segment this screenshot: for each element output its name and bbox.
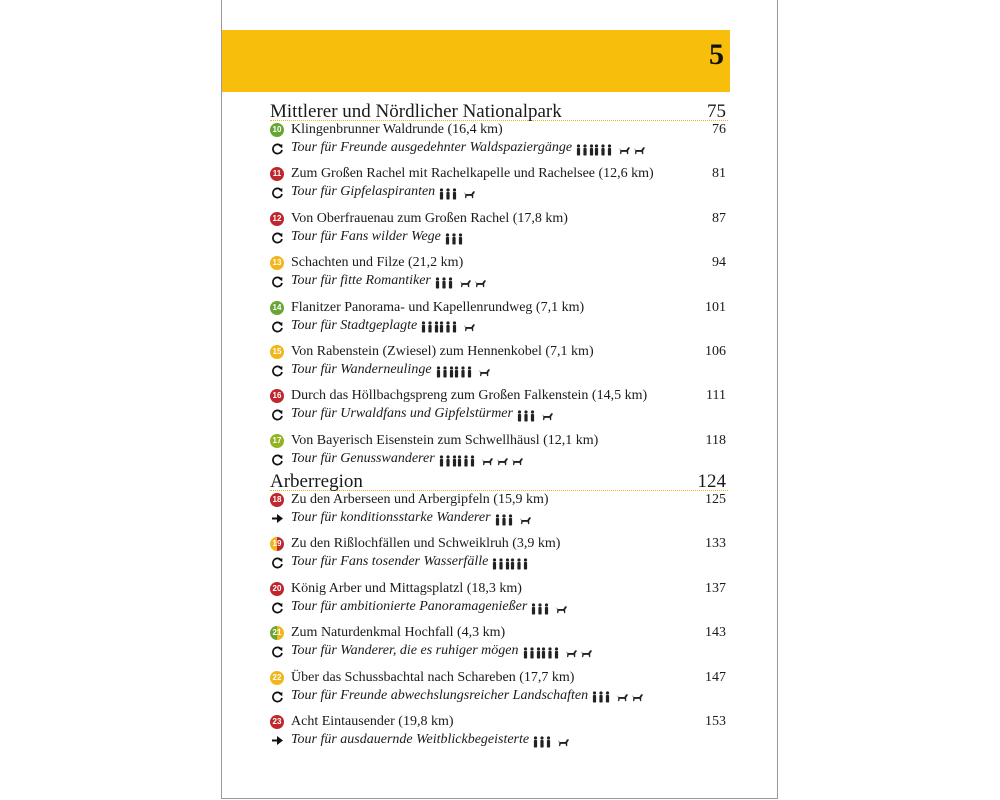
tour-description — [291, 688, 646, 706]
toc-entry[interactable] — [270, 625, 728, 661]
tour-number-badge: 21 — [270, 626, 284, 640]
hiker-group-icon — [533, 734, 551, 749]
tour-description — [291, 362, 493, 380]
toc-entry[interactable] — [270, 492, 728, 528]
tour-rating-icons — [531, 601, 570, 617]
tour-page-number: 143 — [705, 625, 726, 641]
entry-description-row — [270, 688, 728, 706]
dog-icon — [633, 142, 646, 157]
hiker-group-icon — [435, 275, 453, 290]
entry-title-row — [270, 625, 728, 643]
tour-description-text: Tour für Freunde abwechslungsreicher Landschaften — [291, 687, 589, 703]
entry-description-row — [270, 510, 728, 528]
hiker-group-icon — [541, 645, 559, 660]
toc-entry[interactable] — [270, 166, 728, 202]
tour-description — [291, 406, 556, 424]
loop-icon — [271, 320, 284, 333]
entry-description-row — [270, 554, 728, 572]
dog-icon — [496, 453, 509, 468]
tour-number-badge: 13 — [270, 256, 284, 270]
tour-page-number: 125 — [705, 492, 726, 507]
entry-title-row — [270, 211, 728, 229]
loop-icon — [271, 142, 284, 155]
entry-description-row — [270, 643, 728, 661]
tour-number-badge: 18 — [270, 493, 284, 507]
tour-description — [291, 451, 526, 469]
tour-description-text: Tour für Stadtgeplagte — [291, 317, 418, 333]
tour-number-badge: 20 — [270, 582, 284, 596]
toc-entry[interactable] — [270, 581, 728, 617]
tour-page-number: 118 — [705, 432, 726, 448]
tour-rating-icons — [436, 364, 493, 380]
tour-page-number: 106 — [705, 344, 726, 359]
loop-icon — [271, 645, 284, 658]
dog-icon — [511, 453, 524, 468]
tour-rating-icons — [523, 645, 595, 661]
loop-icon — [271, 408, 284, 421]
dog-icon — [463, 320, 476, 335]
tour-page-number: 111 — [706, 388, 726, 404]
tour-rating-icons — [533, 734, 572, 750]
dog-icon — [459, 275, 472, 290]
tour-number-badge: 10 — [270, 123, 284, 137]
loop-icon — [271, 364, 284, 377]
entry-title-row — [270, 670, 728, 688]
toc-entry[interactable] — [270, 433, 728, 469]
hiker-group-icon — [439, 186, 457, 201]
dog-icon — [555, 601, 568, 616]
entry-description-row — [270, 229, 728, 247]
tour-number-badge: 16 — [270, 389, 284, 403]
tour-title[interactable]: Schachten und Filze (21,2 km) — [291, 255, 464, 271]
chapter-banner — [222, 30, 730, 92]
tour-title[interactable]: Von Rabenstein (Zwiesel) zum Hennenkobel (7,1 km) — [291, 344, 594, 359]
hiker-group-icon — [421, 320, 439, 335]
dog-icon — [478, 364, 491, 379]
toc-entry[interactable] — [270, 255, 728, 291]
hiker-group-icon — [510, 556, 528, 571]
entry-description-row — [270, 273, 728, 291]
hiker-group-icon — [454, 364, 472, 379]
toc-entry[interactable] — [270, 714, 728, 750]
tour-number-badge: 23 — [270, 715, 284, 729]
loop-icon — [271, 601, 284, 614]
toc-entry[interactable] — [270, 300, 728, 336]
dog-icon — [580, 645, 593, 660]
entry-title-row — [270, 581, 728, 599]
entry-title-row — [270, 433, 728, 451]
entry-title-row — [270, 166, 728, 184]
tour-rating-icons — [492, 556, 528, 572]
tour-title[interactable]: Zum Naturdenkmal Hochfall (4,3 km) — [291, 625, 506, 641]
hiker-group-icon — [445, 231, 463, 246]
tour-title[interactable]: Über das Schussbachtal nach Schareben (17,7 km) — [291, 669, 575, 685]
entry-description-row — [270, 732, 728, 750]
tour-description-text: Tour für Wanderneulinge — [291, 362, 432, 377]
tour-description — [291, 184, 478, 202]
book-page — [221, 0, 778, 799]
loop-icon — [271, 231, 284, 244]
hiker-group-icon — [495, 512, 513, 527]
tour-page-number: 153 — [705, 714, 726, 729]
toc-entry[interactable] — [270, 122, 728, 158]
tour-title[interactable]: Zu den Arberseen und Arbergipfeln (15,9 km) — [291, 492, 549, 507]
tour-rating-icons — [517, 408, 556, 424]
dog-icon — [557, 734, 570, 749]
dog-icon — [519, 512, 532, 527]
hiker-group-icon — [439, 453, 457, 468]
section-title[interactable]: Arberregion — [270, 471, 363, 492]
tour-description-text: Tour für Wanderer, die es ruhiger mögen — [291, 643, 519, 659]
tour-description — [291, 229, 463, 247]
hiker-group-icon — [523, 645, 541, 660]
tour-page-number: 81 — [712, 166, 726, 182]
entry-title-row — [270, 255, 728, 273]
entry-description-row — [270, 451, 728, 469]
tour-number-badge: 11 — [270, 167, 284, 181]
hiker-group-icon — [439, 320, 457, 335]
entry-description-row — [270, 140, 728, 158]
tour-title[interactable]: Zu den Rißlochfällen und Schweiklruh (3,9 km) — [291, 536, 561, 552]
hiker-group-icon — [517, 408, 535, 423]
tour-rating-icons — [592, 690, 646, 706]
toc-entry[interactable] — [270, 344, 728, 380]
page-number: 5 — [709, 38, 724, 71]
tour-description-text: Tour für ausdauernde Weitblickbegeisterte — [291, 732, 530, 747]
entry-description-row — [270, 362, 728, 380]
tour-title[interactable]: Durch das Höllbachgspreng zum Großen Falkenstein (14,5 km) — [291, 388, 648, 404]
tour-rating-icons — [421, 320, 478, 336]
dog-icon — [541, 408, 554, 423]
tour-number-badge: 19 — [270, 537, 284, 551]
tour-title[interactable]: Acht Eintausender (19,8 km) — [291, 714, 454, 729]
tour-page-number: 101 — [705, 299, 726, 315]
dog-icon — [631, 690, 644, 705]
section-heading — [270, 100, 728, 121]
section-page-number: 124 — [697, 471, 726, 492]
tour-number-badge: 17 — [270, 434, 284, 448]
loop-icon — [271, 556, 284, 569]
loop-icon — [271, 275, 284, 288]
tour-page-number: 147 — [705, 669, 726, 685]
tour-description — [291, 599, 570, 617]
dog-icon — [474, 275, 487, 290]
loop-icon — [271, 186, 284, 199]
tour-description — [291, 510, 534, 528]
tour-rating-icons — [445, 231, 463, 247]
loop-icon — [271, 690, 284, 703]
toc-entry[interactable] — [270, 536, 728, 572]
hiker-group-icon — [492, 556, 510, 571]
hiker-group-icon — [594, 142, 612, 157]
entry-title-row — [270, 122, 728, 140]
tour-description-text: Tour für ambitionierte Panoramagenießer — [291, 598, 528, 614]
tour-page-number: 137 — [705, 580, 726, 596]
arrow-icon — [271, 512, 284, 525]
entry-description-row — [270, 184, 728, 202]
arrow-icon — [271, 734, 284, 747]
tour-description-text: Tour für Gipfelaspiranten — [291, 184, 436, 200]
tour-description-text: Tour für fitte Romantiker — [291, 273, 431, 289]
tour-title[interactable]: König Arber und Mittagsplatzl (18,3 km) — [291, 580, 522, 596]
entry-description-row — [270, 599, 728, 617]
toc-entry[interactable] — [270, 670, 728, 706]
tour-description-text: Tour für Fans wilder Wege — [291, 228, 441, 244]
entry-description-row — [270, 318, 728, 336]
tour-rating-icons — [439, 186, 478, 202]
section-title[interactable]: Mittlerer und Nördlicher Nationalpark — [270, 101, 562, 122]
tour-title[interactable]: Von Bayerisch Eisenstein zum Schwellhäusl (12,1 km) — [291, 432, 599, 448]
hiker-group-icon — [457, 453, 475, 468]
entry-title-row — [270, 388, 728, 406]
tour-number-badge: 22 — [270, 671, 284, 685]
hiker-group-icon — [531, 601, 549, 616]
entry-title-row — [270, 300, 728, 318]
tour-description — [291, 318, 478, 336]
tour-rating-icons — [495, 512, 534, 528]
hiker-group-icon — [576, 142, 594, 157]
tour-page-number: 94 — [712, 255, 726, 271]
section-page-number: 75 — [707, 101, 726, 122]
tour-title[interactable]: Zum Großen Rachel mit Rachelkapelle und Rachelsee (12,6 km) — [291, 166, 654, 182]
tour-description — [291, 273, 489, 291]
tour-title[interactable]: Klingenbrunner Waldrunde (16,4 km) — [291, 122, 503, 137]
tour-title[interactable]: Flanitzer Panorama- und Kapellenrundweg (7,1 km) — [291, 299, 585, 315]
tour-number-badge: 12 — [270, 212, 284, 226]
tour-rating-icons — [576, 142, 648, 158]
tour-description-text: Tour für Urwaldfans und Gipfelstürmer — [291, 406, 513, 422]
tour-rating-icons — [439, 453, 526, 469]
tour-page-number: 87 — [712, 210, 726, 226]
entry-title-row — [270, 344, 728, 362]
toc-entry[interactable] — [270, 211, 728, 247]
tour-description-text: Tour für Freunde ausgedehnter Waldspaziergänge — [291, 140, 573, 155]
hiker-group-icon — [436, 364, 454, 379]
entry-title-row — [270, 536, 728, 554]
dog-icon — [463, 186, 476, 201]
entry-description-row — [270, 406, 728, 424]
tour-description-text: Tour für Fans tosender Wasserfälle — [291, 554, 489, 570]
tour-description-text: Tour für Genusswanderer — [291, 450, 435, 466]
entry-title-row — [270, 714, 728, 732]
tour-description — [291, 554, 528, 572]
tour-description — [291, 643, 595, 661]
dog-icon — [618, 142, 631, 157]
toc-entry[interactable] — [270, 388, 728, 424]
tour-title[interactable]: Von Oberfrauenau zum Großen Rachel (17,8 km) — [291, 210, 568, 226]
tour-number-badge: 15 — [270, 345, 284, 359]
dog-icon — [565, 645, 578, 660]
entry-title-row — [270, 492, 728, 510]
tour-page-number: 76 — [712, 122, 726, 137]
tour-description — [291, 732, 572, 750]
tour-description-text: Tour für konditionsstarke Wanderer — [291, 510, 491, 525]
hiker-group-icon — [592, 690, 610, 705]
tour-number-badge: 14 — [270, 301, 284, 315]
tour-page-number: 133 — [705, 536, 726, 552]
loop-icon — [271, 453, 284, 466]
dog-icon — [616, 690, 629, 705]
dog-icon — [481, 453, 494, 468]
tour-description — [291, 140, 648, 158]
tour-rating-icons — [435, 275, 489, 291]
section-heading — [270, 470, 728, 491]
